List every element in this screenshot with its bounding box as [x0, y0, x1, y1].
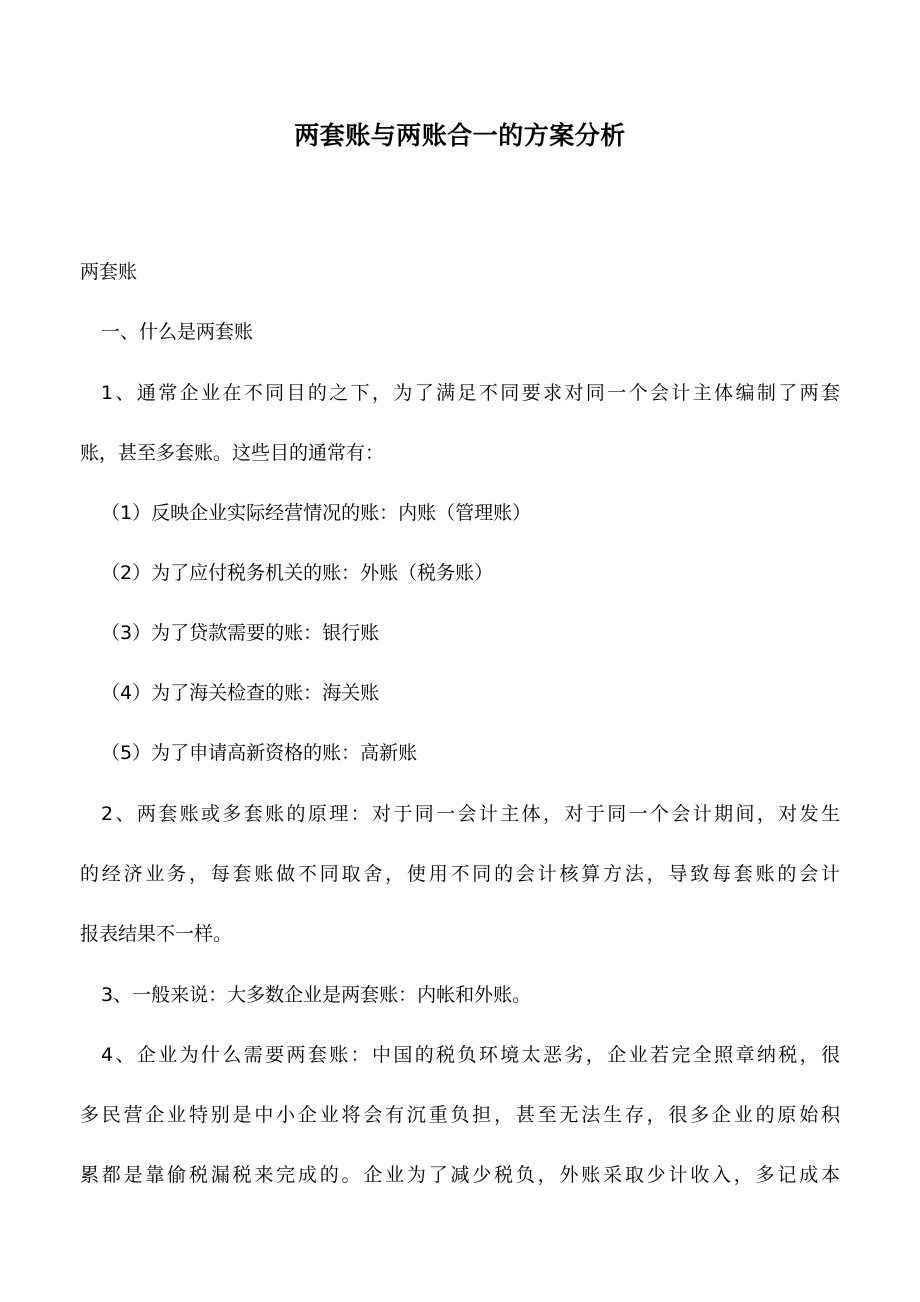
document-title: 两套账与两账合一的方案分析	[294, 121, 626, 150]
list-item-1: （1）反映企业实际经营情况的账：内账（管理账）	[101, 502, 532, 524]
list-item-2: （2）为了应付税务机关的账：外账（税务账）	[101, 562, 494, 584]
paragraph-1-line-1: 1、通常企业在不同目的之下，为了满足不同要求对同一个会计主体编制了两套	[101, 382, 840, 404]
section-heading: 两套账	[80, 261, 138, 283]
list-item-3: （3）为了贷款需要的账：银行账	[101, 622, 380, 644]
paragraph-2-line-2: 的经济业务，每套账做不同取舍，使用不同的会计核算方法，导致每套账的会计	[80, 863, 840, 885]
paragraph-4-line-3: 累都是靠偷税漏税来完成的。企业为了减少税负，外账采取少计收入，多记成本	[80, 1164, 840, 1186]
paragraph-1-line-2: 账，甚至多套账。这些目的通常有：	[80, 442, 385, 464]
paragraph-4-line-2: 多民营企业特别是中小企业将会有沉重负担，甚至无法生存，很多企业的原始积	[80, 1104, 840, 1126]
list-item-5: （5）为了申请高新资格的账：高新账	[101, 742, 418, 764]
subsection-heading: 一、什么是两套账	[101, 321, 254, 343]
paragraph-3: 3、一般来说：大多数企业是两套账：内帐和外账。	[101, 984, 532, 1006]
paragraph-2-line-1: 2、两套账或多套账的原理：对于同一会计主体，对于同一个会计期间，对发生	[101, 803, 840, 825]
paragraph-2-line-3: 报表结果不一样。	[80, 923, 233, 945]
list-item-4: （4）为了海关检查的账：海关账	[101, 682, 380, 704]
paragraph-4-line-1: 4、企业为什么需要两套账：中国的税负环境太恶劣，企业若完全照章纳税，很	[101, 1044, 840, 1066]
